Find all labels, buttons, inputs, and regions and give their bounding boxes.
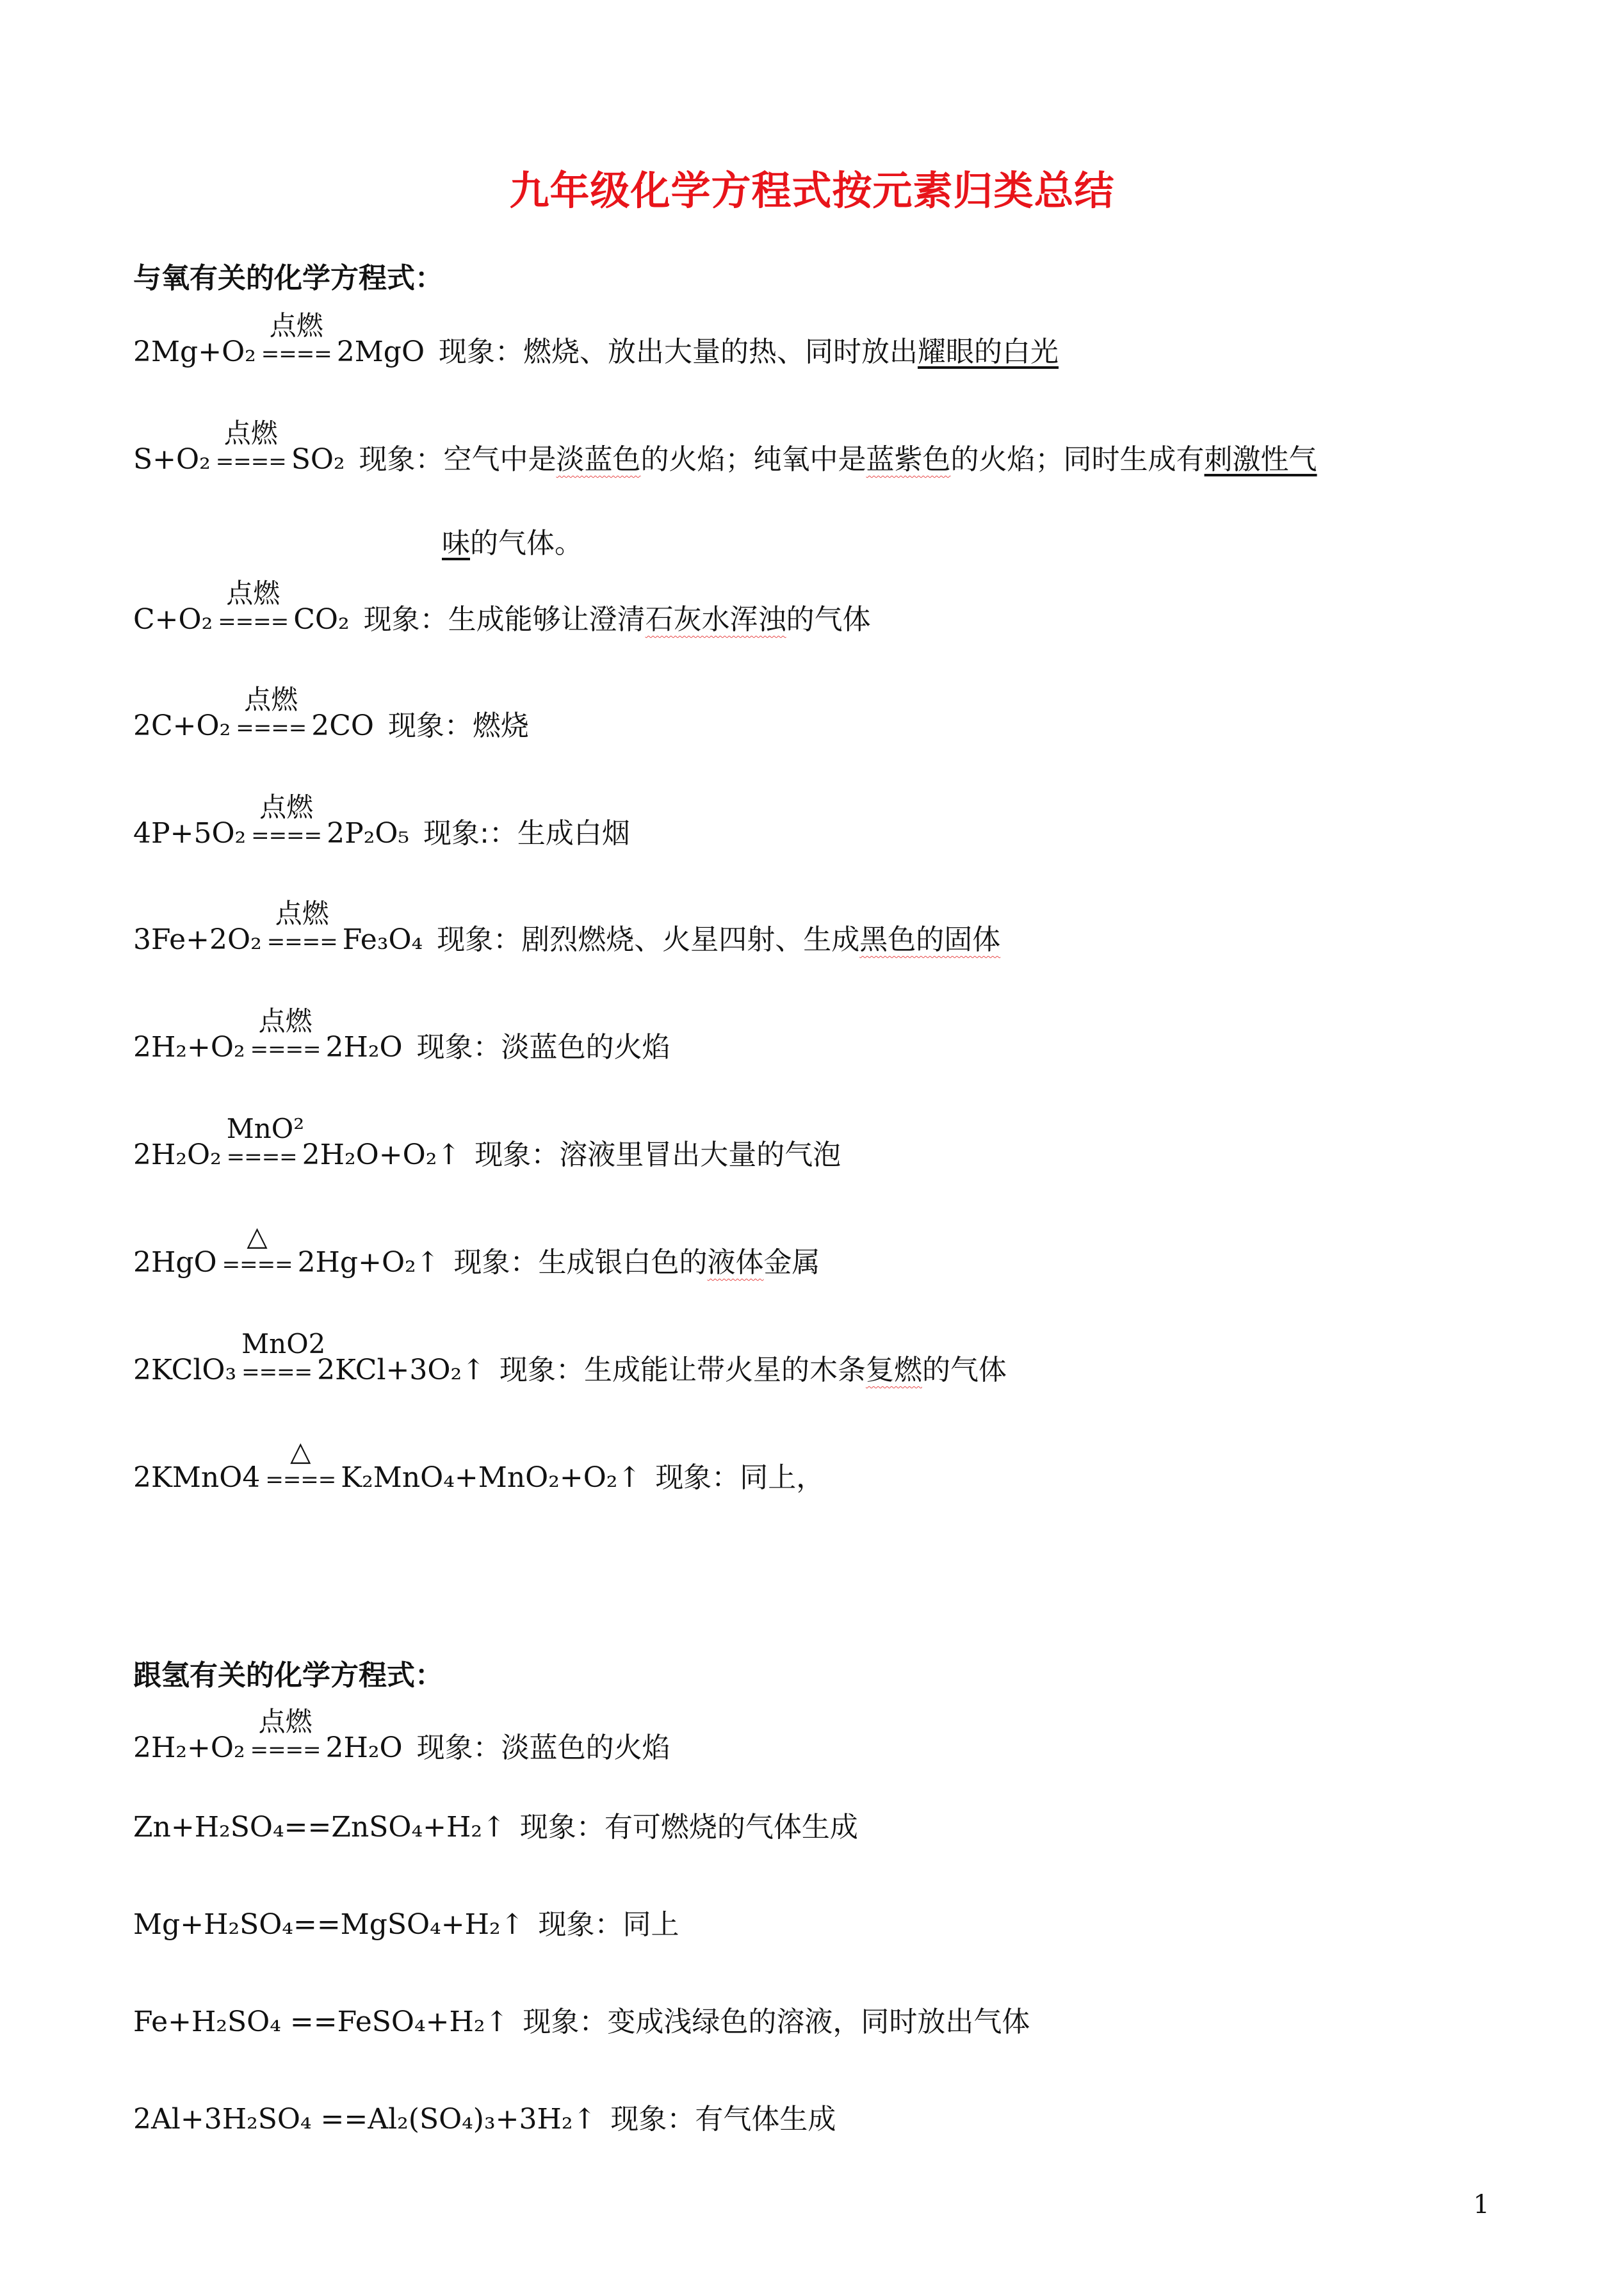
products: 2H₂O	[325, 1031, 403, 1064]
equation-line	[133, 2105, 836, 2134]
equation: Zn+H₂SO₄==ZnSO₄+H₂↑	[133, 1811, 506, 1844]
equation-line	[133, 791, 630, 850]
phenomenon-continuation: 味的气体。	[442, 527, 583, 560]
reactants: S+O₂	[133, 443, 211, 476]
phenomenon: 现象：空气中是淡蓝色的火焰；纯氧中是蓝紫色的火焰；同时生成有刺激性气	[359, 443, 1317, 476]
equation-line	[133, 1113, 841, 1171]
products: 2H₂O+O₂↑	[302, 1139, 461, 1171]
phenomenon: 现象：同上	[538, 1908, 679, 1941]
products: K₂MnO₄+MnO₂+O₂↑	[341, 1461, 642, 1494]
phenomenon: 现象：生成银白色的液体金属	[453, 1246, 820, 1279]
reaction-condition: 点燃 ====	[250, 1706, 321, 1763]
reaction-condition: △ ====	[222, 1220, 293, 1277]
products: 2KCl+3O₂↑	[317, 1354, 485, 1386]
products: CO₂	[293, 603, 350, 636]
equation-line	[133, 1328, 1007, 1386]
equation-line	[133, 1220, 820, 1279]
products: 2Hg+O₂↑	[297, 1246, 440, 1279]
products: Fe₃O₄	[342, 923, 423, 956]
equation-line	[133, 2008, 1030, 2036]
phenomenon: 现象：生成能够让澄清石灰水浑浊的气体	[363, 603, 871, 636]
reactants: 2KMnO4	[133, 1461, 261, 1494]
phenomenon: 现象：生成能让带火星的木条复燃的气体	[499, 1354, 1007, 1386]
reactants: 2KClO₃	[133, 1354, 237, 1386]
equation-line	[133, 418, 1317, 476]
reaction-condition: 点燃 ====	[266, 898, 337, 955]
phenomenon: 现象：溶液里冒出大量的气泡	[475, 1139, 841, 1171]
equation-line	[133, 1908, 679, 1941]
products: 2P₂O₅	[327, 817, 410, 850]
reactants: 2HgO	[133, 1246, 217, 1279]
reactants: 2H₂O₂	[133, 1139, 222, 1171]
reaction-condition: MnO2 ====	[241, 1328, 326, 1385]
reactants: 2Mg+O₂	[133, 336, 256, 368]
phenomenon: 现象：淡蓝色的火焰	[416, 1731, 670, 1764]
equation-line	[133, 1005, 670, 1064]
reactants: 2H₂+O₂	[133, 1731, 245, 1764]
reactants: C+O₂	[133, 603, 213, 636]
phenomenon: 现象：有可燃烧的气体生成	[519, 1811, 858, 1844]
equation: Mg+H₂SO₄==MgSO₄+H₂↑	[133, 1908, 524, 1941]
reaction-condition: 点燃 ====	[236, 684, 307, 741]
reaction-condition: 点燃 ====	[261, 310, 332, 367]
reaction-condition: MnO² ====	[226, 1113, 305, 1170]
phenomenon: 现象:：生成白烟	[423, 817, 630, 850]
products: 2H₂O	[325, 1731, 403, 1764]
section-heading-oxygen: 与氧有关的化学方程式：	[133, 262, 443, 295]
equation-line	[133, 1813, 858, 1842]
phenomenon: 现象：剧烈燃烧、火星四射、生成黑色的固体	[437, 923, 1001, 956]
products: SO₂	[291, 443, 345, 476]
section-heading-hydrogen: 跟氢有关的化学方程式：	[133, 1659, 443, 1692]
equation: Fe+H₂SO₄ ==FeSO₄+H₂↑	[133, 2006, 509, 2038]
reactants: 3Fe+2O₂	[133, 923, 262, 956]
phenomenon: 现象：变成浅绿色的溶液，同时放出气体	[523, 2006, 1030, 2038]
phenomenon: 现象：燃烧	[387, 710, 529, 742]
page-number: 1	[1473, 2190, 1490, 2219]
reaction-condition: 点燃 ====	[215, 418, 286, 474]
equation-line	[133, 1706, 670, 1764]
reaction-condition: 点燃 ====	[218, 578, 289, 635]
equation: 2Al+3H₂SO₄ ==Al₂(SO₄)₃+3H₂↑	[133, 2103, 597, 2136]
phenomenon: 现象：燃烧、放出大量的热、同时放出耀眼的白光	[439, 336, 1059, 368]
reactants: 4P+5O₂	[133, 817, 247, 850]
equation-line	[133, 578, 871, 636]
equation-line	[133, 684, 529, 742]
page-title: 九年级化学方程式按元素归类总结	[509, 167, 1115, 214]
phenomenon: 现象：淡蓝色的火焰	[416, 1031, 670, 1064]
phenomenon: 现象：有气体生成	[610, 2103, 836, 2136]
reaction-condition: △ ====	[265, 1436, 336, 1493]
equation-line	[133, 310, 1059, 368]
reactants: 2C+O₂	[133, 710, 231, 742]
phenomenon: 现象：同上，	[655, 1461, 825, 1494]
equation-line	[133, 898, 1001, 956]
reactants: 2H₂+O₂	[133, 1031, 245, 1064]
equation-line	[133, 1436, 825, 1494]
reaction-condition: 点燃 ====	[250, 1005, 321, 1062]
products: 2MgO	[336, 336, 425, 368]
reaction-condition: 点燃 ====	[251, 791, 322, 848]
products: 2CO	[311, 710, 374, 742]
